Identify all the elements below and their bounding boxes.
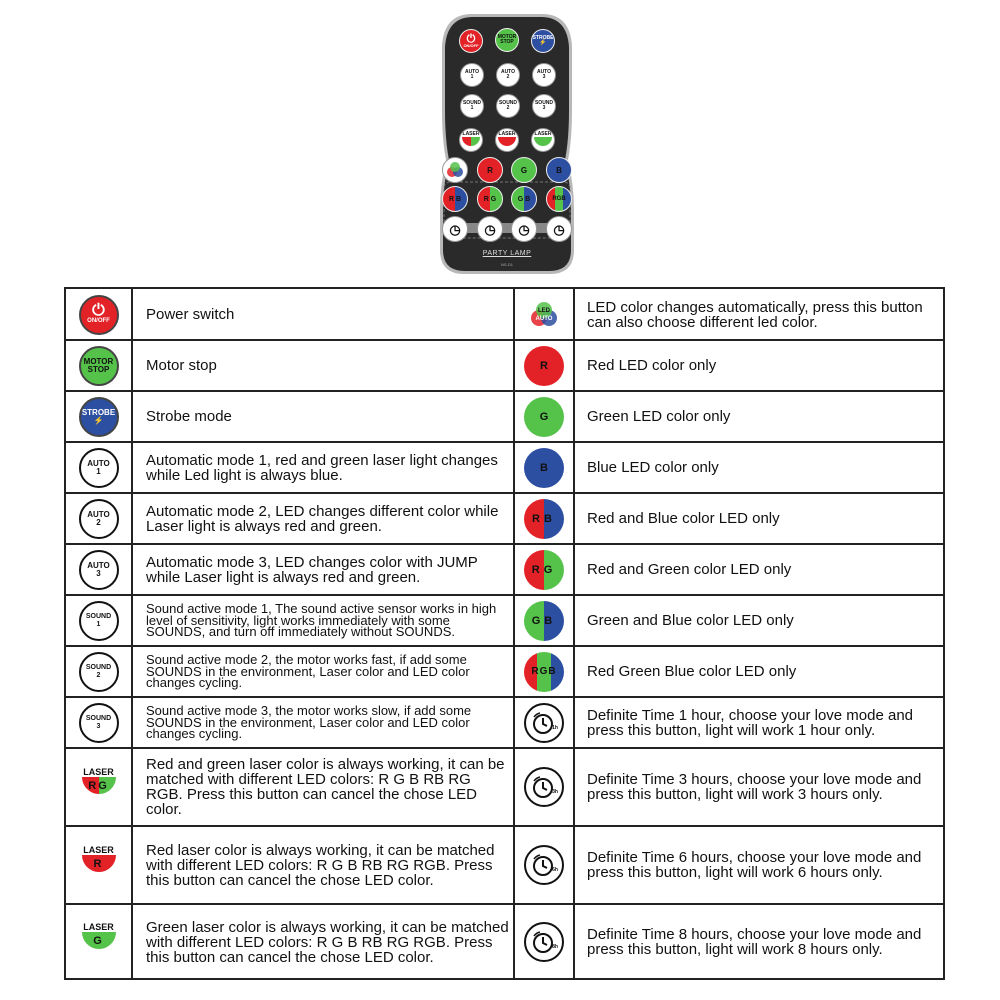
row-divider [66, 747, 943, 749]
laser-icon-label: LASER [83, 845, 114, 855]
laser-g-icon [79, 922, 119, 962]
auto-icon-number: 2 [96, 517, 101, 527]
sound-icon-number: 2 [96, 671, 101, 679]
remote-strobe-label: STROBE [532, 35, 554, 41]
legend-row [66, 826, 943, 904]
auto-mode-icon [79, 550, 119, 590]
remote-model-number: NS-D1 [500, 262, 513, 267]
remote-motor-label: MOTOR [497, 34, 517, 40]
timer-hours-label: 1h [552, 724, 558, 731]
laser-icon-label: LASER [83, 922, 114, 932]
remote-sound-3-button[interactable] [532, 94, 556, 118]
laser-r-half-icon [498, 137, 516, 146]
remote-timer-3h-button[interactable] [477, 216, 503, 242]
laser-g-half-icon [534, 137, 552, 146]
legend-description: Red and green laser color is always working, it can be matched with different LED colors: R G B RB RG RGB. Press this button can cancel the chose LED color. [146, 756, 505, 818]
remote-timer-8h-button[interactable] [546, 216, 572, 242]
stop-icon-label: STOP [87, 364, 110, 374]
laser-r-icon [79, 845, 119, 885]
sound-icon-label: SOUND [85, 714, 112, 722]
clock-icon: ◷ [518, 221, 530, 237]
power-icon: ⏻ ON/OFF [79, 295, 119, 335]
legend-row [66, 748, 943, 826]
remote-rgb-button[interactable]: RGB [546, 186, 572, 212]
remote-sound-3-number: 3 [542, 105, 546, 111]
remote-stop-label: STOP [500, 39, 514, 45]
remote-auto-1-label: AUTO [464, 69, 480, 75]
row-divider [66, 441, 943, 443]
clock-icon: ◷ [553, 221, 565, 237]
clock-icon [524, 922, 564, 962]
legend-row [66, 595, 943, 646]
led-letters: GB [531, 614, 557, 627]
legend-description: Motor stop [146, 357, 217, 374]
remote-auto-3-number: 3 [542, 74, 546, 80]
led-letter: B [540, 461, 548, 474]
remote-g-button[interactable]: G [511, 157, 537, 183]
legend-description: Definite Time 1 hour, choose your love mode and press this button, light will work 1 hour only. [587, 706, 914, 739]
clock-icon [524, 767, 564, 807]
row-divider [66, 903, 943, 905]
rgb-circles-icon [446, 161, 464, 179]
power-icon: ⏻ [466, 33, 476, 45]
legend-description: Blue LED color only [587, 459, 719, 476]
laser-color-letters: R [93, 857, 104, 870]
remote-sound-2-number: 2 [506, 105, 510, 111]
remote-sound-2-button[interactable] [496, 94, 520, 118]
legend-description: LED color changes automatically, press this button can also choose different led color. [587, 298, 923, 331]
led-letter: G [539, 410, 549, 423]
remote-laser-r-label: LASER [498, 131, 516, 137]
led-rg-icon [524, 550, 564, 590]
laser-color-letters: RG [88, 779, 109, 792]
remote-strobe-button[interactable] [531, 29, 555, 53]
legend-description: Sound active mode 1, The sound active sensor works in high level of sensitivity, light works immediately with some SOUNDS, and turn off immediately without SOUNDS. [146, 601, 497, 640]
laser-rg-half-icon [462, 137, 480, 146]
laser-color-letters: G [93, 934, 104, 947]
legend-description: Red Green Blue color LED only [587, 663, 797, 680]
auto-label: AUTO [535, 315, 553, 322]
timer-hours-label: 6h [552, 867, 558, 873]
remote-laser-rg-label: LASER [462, 131, 480, 137]
legend-description: Definite Time 3 hours, choose your love mode and press this button, light will work 3 hours only. [587, 771, 922, 803]
remote-sound-1-button[interactable] [460, 94, 484, 118]
legend-row [66, 493, 943, 544]
remote-sound-3-label: SOUND [534, 100, 554, 106]
auto-icon-label: AUTO [87, 458, 110, 468]
row-divider [66, 339, 943, 341]
legend-row [66, 289, 943, 340]
remote-sound-1-label: SOUND [462, 100, 482, 106]
column-divider [573, 289, 575, 978]
legend-row [66, 442, 943, 493]
legend-description: Green LED color only [587, 408, 731, 425]
led-letters: RGB [531, 665, 557, 677]
led-letter: R [540, 359, 548, 372]
sound-icon-number: 1 [96, 620, 101, 628]
sound-icon-label: SOUND [85, 663, 112, 671]
row-divider [66, 594, 943, 596]
led-r-icon [524, 346, 564, 386]
auto-icon-label: AUTO [87, 560, 110, 570]
remote-rb-button[interactable]: R B [442, 186, 468, 212]
remote-led-auto-button[interactable] [442, 157, 468, 183]
remote-power-button[interactable] [459, 29, 483, 53]
legend-description: Automatic mode 3, LED changes color with JUMP while Laser light is always red and green. [146, 553, 478, 586]
remote-sound-1-number: 1 [470, 105, 474, 111]
remote-auto-3-button[interactable] [532, 63, 556, 87]
led-letters: RB [532, 512, 556, 525]
clock-icon [524, 703, 564, 743]
remote-r-button[interactable]: R [477, 157, 503, 183]
legend-description: Definite Time 6 hours, choose your love mode and press this button, light will work 6 hours only. [587, 849, 922, 881]
remote-control-illustration [436, 10, 578, 278]
legend-row [66, 646, 943, 697]
legend-description: Red and Blue color LED only [587, 510, 780, 527]
remote-auto-1-number: 1 [470, 74, 474, 80]
auto-icon-number: 3 [96, 568, 101, 578]
lightning-icon: ⚡ [539, 40, 547, 46]
sound-icon-label: SOUND [85, 612, 112, 620]
led-b-icon [524, 448, 564, 488]
power-icon-label: ON/OFF [87, 318, 110, 324]
motor-stop-icon [79, 346, 119, 386]
column-divider [131, 289, 133, 978]
column-divider [513, 289, 515, 978]
clock-icon: ◷ [449, 221, 461, 237]
legend-description: Red and Green color LED only [587, 561, 792, 578]
legend-description: Automatic mode 2, LED changes different color while Laser light is always red and green. [146, 502, 499, 535]
remote-auto-2-button[interactable] [496, 63, 520, 87]
remote-rg-button[interactable]: R G [477, 186, 503, 212]
led-rgb-icon [524, 652, 564, 692]
remote-auto-2-number: 2 [506, 74, 510, 80]
remote-auto-2-label: AUTO [500, 69, 516, 75]
strobe-icon-label: STROBE [81, 407, 116, 417]
remote-power-label: ON/OFF [463, 43, 479, 48]
legend-description: Automatic mode 1, red and green laser light changes while Led light is always blue. [146, 451, 498, 484]
clock-icon: ◷ [484, 221, 496, 237]
legend-description: Sound active mode 3, the motor works slow, if add some SOUNDS in the environment, Laser color and LED color changes cycling. [146, 703, 472, 742]
legend-row [66, 391, 943, 442]
legend-description: Strobe mode [146, 408, 232, 425]
remote-laser-rg-button[interactable] [459, 128, 483, 152]
led-rb-icon [524, 499, 564, 539]
sound-mode-icon [79, 703, 119, 743]
legend-row [66, 544, 943, 595]
motor-icon-label: MOTOR [83, 356, 114, 366]
sound-mode-icon [79, 652, 119, 692]
led-letters: RG [531, 563, 557, 576]
laser-rg-icon [79, 767, 119, 807]
row-divider [66, 492, 943, 494]
auto-mode-icon [79, 448, 119, 488]
remote-b-button[interactable]: B [546, 157, 572, 183]
remote-title: PARTY LAMP [482, 250, 532, 257]
strobe-icon [79, 397, 119, 437]
auto-icon-number: 1 [96, 466, 101, 476]
legend-row [66, 340, 943, 391]
remote-laser-g-label: LASER [534, 131, 552, 137]
sound-icon-number: 3 [96, 722, 101, 730]
clock-icon [524, 845, 564, 885]
button-legend-table [64, 287, 945, 980]
remote-timer-1h-button[interactable] [442, 216, 468, 242]
remote-motor-stop-button[interactable] [495, 28, 519, 52]
legend-description: Green and Blue color LED only [587, 612, 794, 629]
laser-icon-label: LASER [83, 767, 114, 777]
row-divider [66, 390, 943, 392]
remote-auto-3-label: AUTO [536, 69, 552, 75]
led-g-icon [524, 397, 564, 437]
remote-sound-2-label: SOUND [498, 100, 518, 106]
sound-mode-icon [79, 601, 119, 641]
led-label: LED [538, 307, 550, 314]
auto-mode-icon [79, 499, 119, 539]
legend-description: Red LED color only [587, 357, 717, 374]
legend-row [66, 697, 943, 748]
remote-laser-r-button[interactable] [495, 128, 519, 152]
legend-description: Green laser color is always working, it can be matched with different LED colors: R G B RB RG RGB. Press this button can cancel the chose LED color. [146, 918, 509, 966]
led-gb-icon [524, 601, 564, 641]
auto-icon-label: AUTO [87, 509, 110, 519]
row-divider [66, 543, 943, 545]
remote-gb-button[interactable]: G B [511, 186, 537, 212]
timer-hours-label: 8h [552, 944, 558, 950]
remote-laser-g-button[interactable] [531, 128, 555, 152]
legend-description: Power switch [146, 306, 235, 323]
legend-row [66, 904, 943, 980]
timer-hours-label: 3h [552, 789, 558, 795]
legend-description: Red laser color is always working, it can be matched with different LED colors: R G B RB RG RGB. Press this button can cancel the chose LED color. [146, 841, 495, 889]
row-divider [66, 696, 943, 698]
legend-description: Sound active mode 2, the motor works fast, if add some SOUNDS in the environment, Laser color and LED color changes cycling. [146, 652, 470, 691]
legend-description: Definite Time 8 hours, choose your love mode and press this button, light will work 8 hours only. [587, 926, 922, 958]
led-auto-icon [529, 300, 559, 330]
remote-timer-6h-button[interactable] [511, 216, 537, 242]
row-divider [66, 645, 943, 647]
lightning-icon: ⚡ [93, 415, 104, 425]
row-divider [66, 825, 943, 827]
remote-auto-1-button[interactable] [460, 63, 484, 87]
